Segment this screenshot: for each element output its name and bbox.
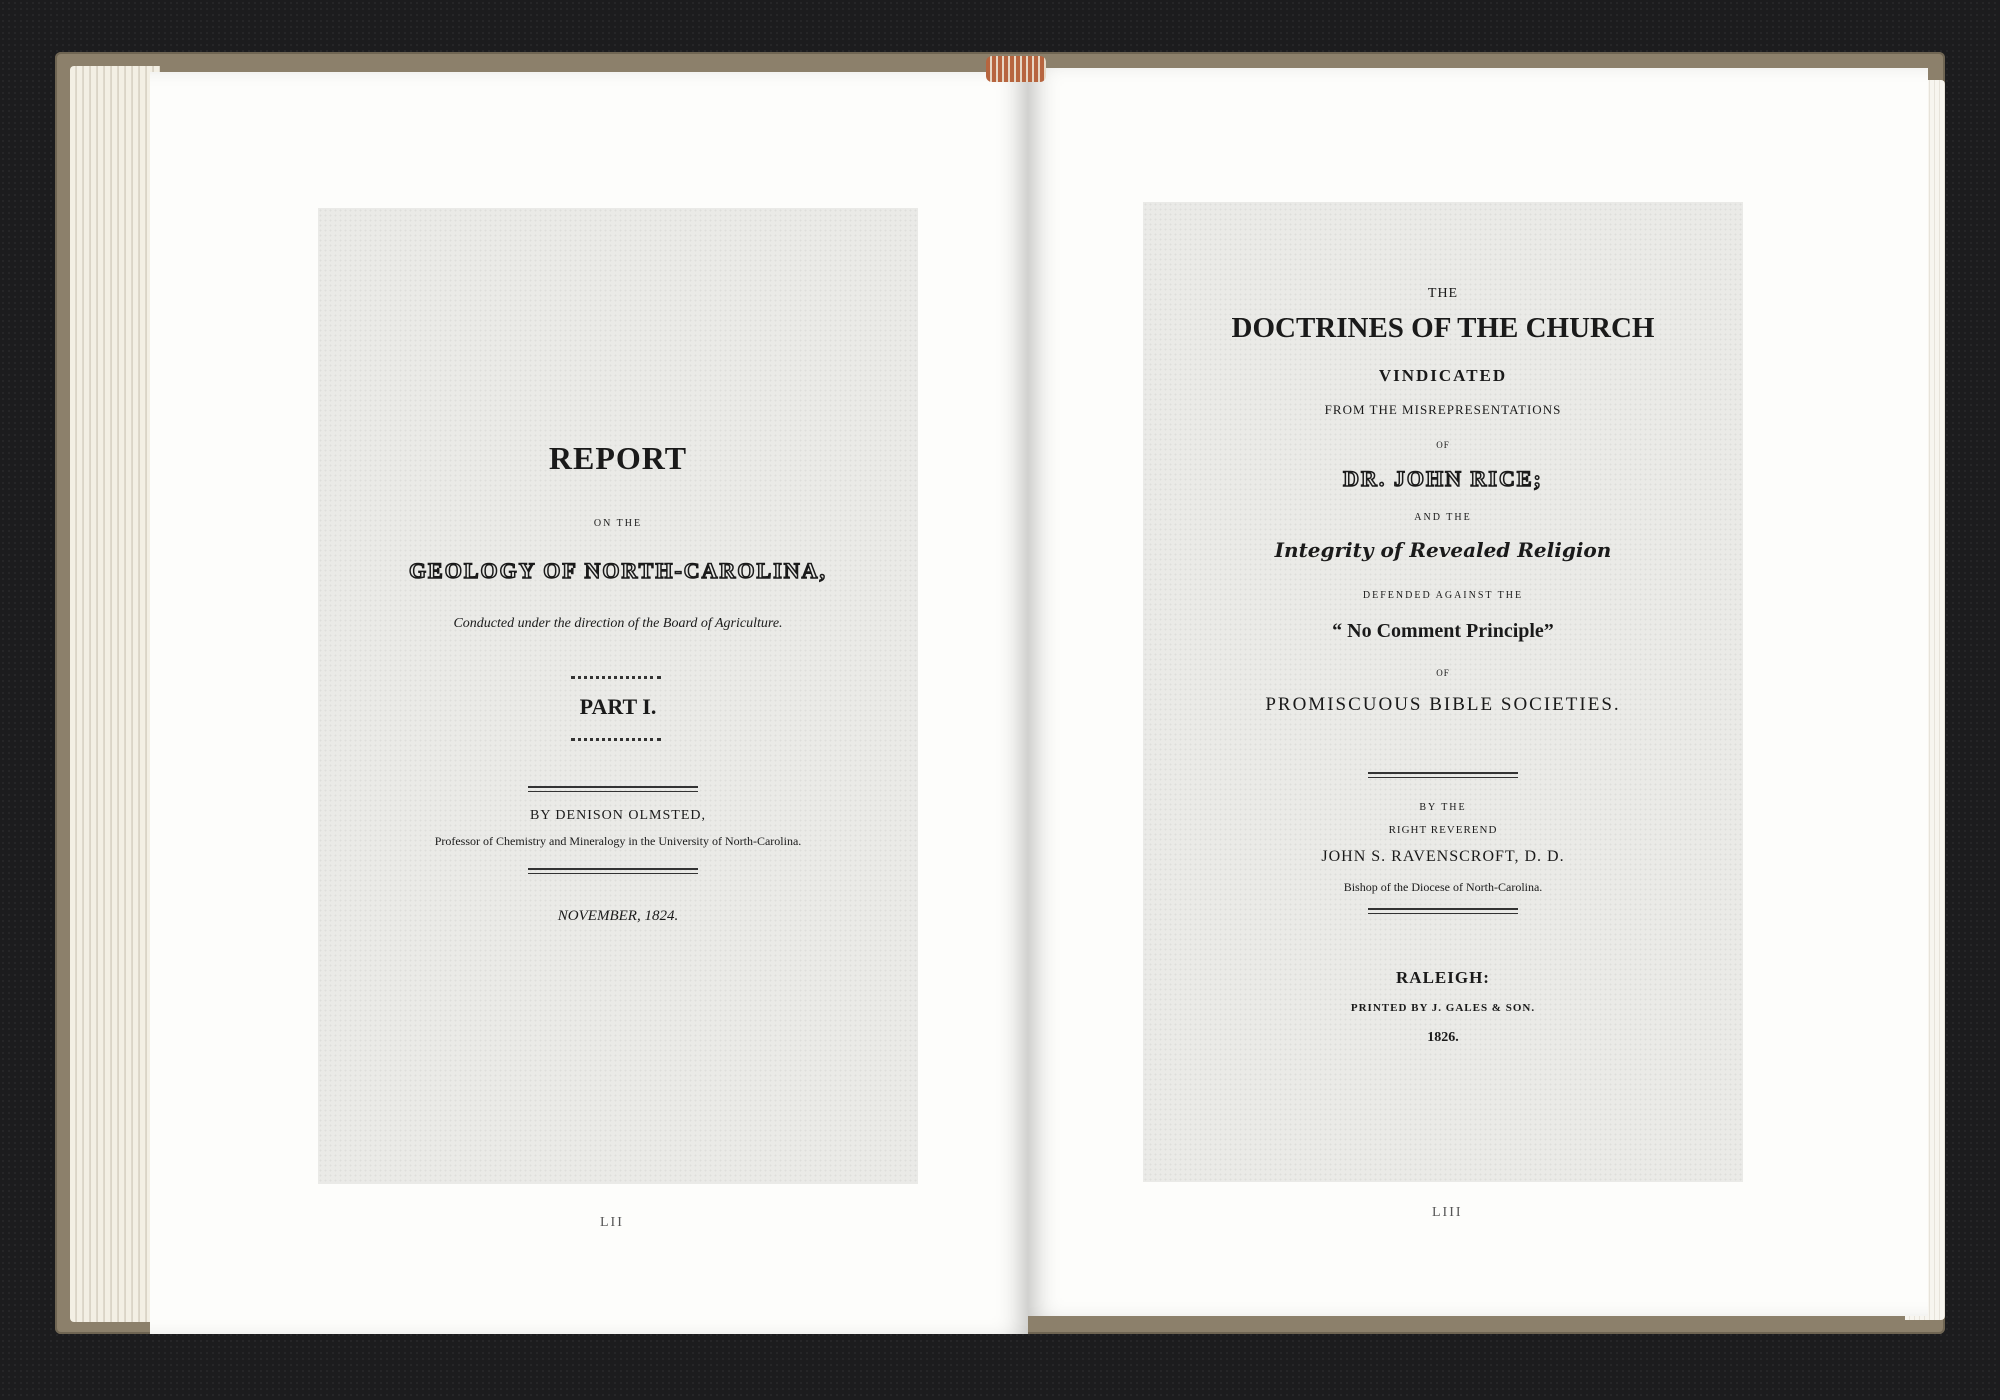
by-the-label: BY THE xyxy=(1419,802,1467,813)
geology-subject: GEOLOGY OF NORTH-CAROLINA, xyxy=(408,558,828,583)
part-label: PART I. xyxy=(579,694,657,719)
page-number-left: LII xyxy=(600,1215,624,1230)
report-title: REPORT xyxy=(548,440,688,476)
from-line: FROM THE MISREPRESENTATIONS xyxy=(1324,402,1562,417)
vindicated-label: VINDICATED xyxy=(1378,366,1508,385)
conducted-line: Conducted under the direction of the Board of Agriculture. xyxy=(453,616,783,631)
spine-binding xyxy=(986,56,1046,82)
dotted-rule-bottom xyxy=(571,738,661,741)
principle-line: “ No Comment Principle” xyxy=(1332,620,1554,642)
defended-line: DEFENDED AGAINST THE xyxy=(1362,590,1524,601)
page-edges-left xyxy=(70,66,160,1322)
dotted-rule-top xyxy=(571,676,661,679)
john-rice-line: DR. JOHN RICE; xyxy=(1343,466,1543,491)
integrity-line: Integrity of Revealed Religion xyxy=(1274,538,1612,562)
and-the-label: AND THE xyxy=(1414,512,1472,523)
raleigh-line: RALEIGH: xyxy=(1396,968,1490,987)
ravenscroft-line: JOHN S. RAVENSCROFT, D. D. xyxy=(1321,848,1565,865)
of-label-2: OF xyxy=(1436,668,1450,678)
bishop-line: Bishop of the Diocese of North-Carolina. xyxy=(1343,880,1543,894)
author-line: BY DENISON OLMSTED, xyxy=(530,808,706,823)
double-rule-bottom xyxy=(528,868,698,874)
left-title-plate xyxy=(318,208,918,1184)
the-label: THE xyxy=(1427,286,1459,301)
of-label-1: OF xyxy=(1436,440,1450,450)
double-rule-top xyxy=(528,786,698,792)
on-the-label: ON THE xyxy=(593,518,643,529)
page-number-right: LIII xyxy=(1432,1205,1463,1220)
societies-line: PROMISCUOUS BIBLE SOCIETIES. xyxy=(1265,694,1621,715)
double-rule-upper xyxy=(1368,772,1518,778)
date-line: NOVEMBER, 1824. xyxy=(557,908,679,924)
printer-line: PRINTED BY J. GALES & SON. xyxy=(1350,1002,1536,1014)
author-title: Professor of Chemistry and Mineralogy in the University of North-Carolina. xyxy=(434,834,802,848)
right-title-plate xyxy=(1143,202,1743,1182)
reverend-label: RIGHT REVEREND xyxy=(1388,824,1498,836)
double-rule-lower xyxy=(1368,908,1518,914)
year-line: 1826. xyxy=(1427,1030,1459,1045)
doctrines-title: DOCTRINES OF THE CHURCH xyxy=(1231,312,1655,344)
